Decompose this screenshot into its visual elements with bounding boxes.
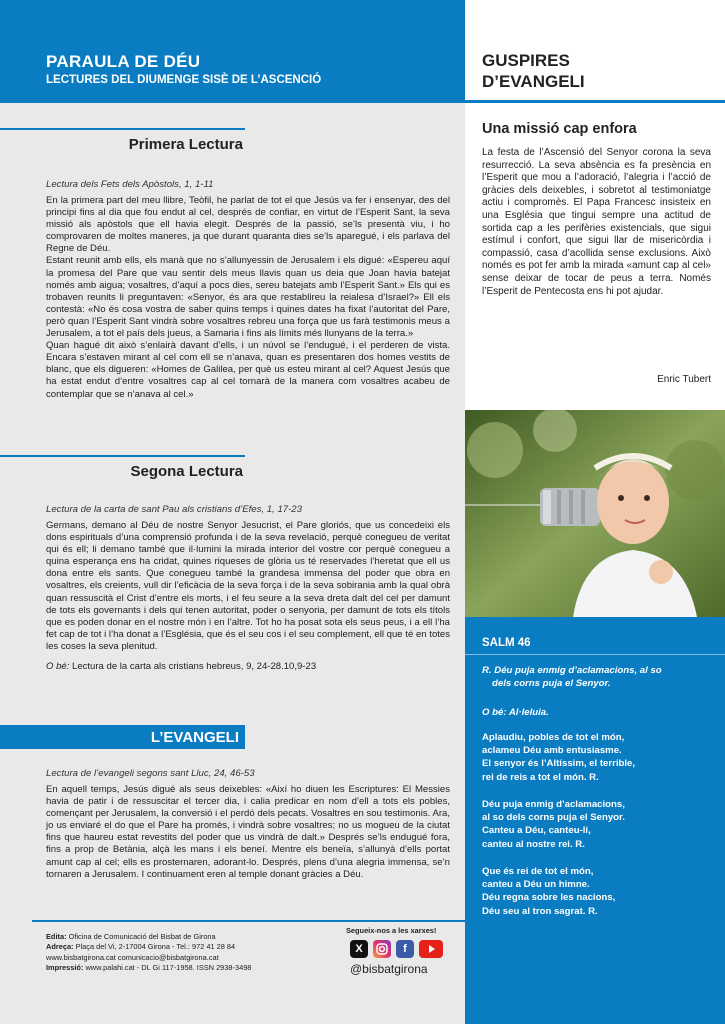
reflection-text: La festa de l’Ascensió del Senyor corona la seva resurrecció. La seva absència es fa presència en l’Esperit que mou a l’adoració, l’alegria i l’acció de gràcies dels deixebles, i sobretot al testimoniatge actiu i compromès. El Papa Francesc insisteix en una Església que tingui sempre una actitud de sortida cap a les perifèries existencials, que sigui estímul i confort, que sigui llar de misericòrdia i compassió, casa d’acollida sense exclusions. Això només es pot fer amb la mirada «amunt cap al cel» sense deixar de tocar de peus a terra. Només l’Esperit de Pentecosta ens hi pot ajudar.	[482, 147, 711, 297]
sidebar-title: GUSPIRES D’EVANGELI	[482, 51, 585, 91]
publisher-info: Edita: Oficina de Comunicació del Bisbat de Girona Adreça: Plaça del Vi, 2-17004 Girona - Tel.: 972 41 28 84 www.bisbatgirona.cat comunicacio@bisbatgirona.cat Impressió: www.palahi.cat - DL Gi 117-1958. ISSN 2938-3498	[46, 932, 252, 973]
gospel-section	[0, 715, 465, 920]
gospel-citation: Lectura de l’evangeli segons sant Lluc, 24, 46-53	[46, 768, 255, 779]
gospel-text: En aquell temps, Jesús digué als seus deixebles: «Així ho diuen les Escriptures: El Messies havia de patir i de ressuscitar el tercer dia, i calia predicar en nom d’ell a tots els pobles, començant per Jerusalem, la conversió i el perdó dels pecats. Vosaltres en sou testimonis. Ara, jo us enviaré el do que el Pare ha promès, i vindrà sobre vosaltres; no us mogueu de la ciutat fins que haureu estat revestits del poder que us vindrà de dalt.» Després se’ls endugué fora, fins a prop de Betània, alçà les mans i els beneí. Mentre els beneïa, s’allunyà d’ells portat amunt cap al cel; ells es prosternaren, adorant-lo. Després, plens d’una alegria immensa, se’n tornaren a Jerusalem. I continuament eren al temple donant gràcies a Déu.	[46, 784, 450, 880]
second-reading-citation: Lectura de la carta de sant Pau als cristians d’Efes, 1, 17-23	[46, 504, 302, 515]
psalm-stanza-3: Que és rei de tot el món, canteu a Déu un himne. Déu regna sobre les nacions, Déu seu al tron sagrat. R.	[482, 866, 616, 917]
first-reading-text: En la primera part del meu llibre, Teòfil, he parlat de tot el que Jesús va fer i ensenyar, des del principi fins al dia que fou endut al cel, després de confiar, en virtut de l’Esperit Sant, la seva missió als apòstols que ell havia elegit. Després de la passió, se’ls presentà viu, i ho comprovaren de moltes maneres, ja que durant quaranta dies se’ls aparegué, i els parlava del Regne de Déu. Estant reunit amb ells, els manà que no s’allunyessin de Jerusalem i els digué: «Espereu aquí la promesa del Pare que vau sentir dels meus llavis quan us deia que Joan havia batejat només amb aigua; vosaltres, d’aquí a pocs dies, sereu batejats amb l’Esperit Sant.» Els qui es trobaven reunits li preguntaven: «Senyor, és ara que restablireu la reialesa d’Israel?» Ell els contestà: «No és cosa vostra de saber quins temps i quines dates ha fixat l’autoritat del Pare, però quan l’Esperit Sant vindrà sobre vosaltres rebreu una força que us farà testimonis meus a Jerusalem, a tot el país dels jueus, a Samaria i fins als límits més llunyans de la terra.» Quan hagué dit això s’enlairà davant d’ells, i un núvol se l’endugué, i el perderen de vista. Encara s’estaven mirant al cel com ell se n’anava, quan es presentaren dos homes vestits de blanc, que els digueren: «Homes de Galilea, per què us esteu mirant al cel? Aquest Jesús que ha estat endut d’entre vosaltres cap al cel tornarà de la manera com vosaltres acabeu de contemplar que se n’anava al cel.»	[46, 195, 450, 400]
social-handle[interactable]: @bisbatgirona	[350, 962, 428, 976]
social-block	[346, 926, 456, 976]
page-title: PARAULA DE DÉU	[46, 52, 201, 71]
gospel-heading: L’EVANGELI	[0, 725, 245, 749]
psalm-response: R. Déu puja enmig d’aclamacions, al so dels corns puja el Senyor.	[482, 665, 662, 689]
psalm-title: SALM 46	[482, 637, 531, 649]
first-reading-section	[0, 103, 465, 430]
page-subtitle: LECTURES DEL DIUMENGE SISÈ DE L’ASCENCIÓ	[46, 74, 322, 86]
instagram-icon[interactable]	[373, 940, 391, 958]
facebook-icon[interactable]: f	[396, 940, 414, 958]
child-tin-can-phone-photo	[465, 410, 725, 617]
reflection-title: Una missió cap enfora	[482, 121, 637, 137]
youtube-icon[interactable]	[419, 940, 443, 958]
first-reading-heading: Primera Lectura	[0, 128, 245, 156]
psalm-stanza-2: Déu puja enmig d’aclamacions, al so dels corns puja el Senyor. Canteu a Déu, canteu-li, canteu al nostre rei. R.	[482, 799, 625, 850]
reflection-card	[465, 103, 725, 410]
first-reading-citation: Lectura dels Fets dels Apòstols, 1, 1-11	[46, 179, 214, 190]
page-header	[0, 0, 465, 103]
social-label: Segueix-nos a les xarxes!	[346, 926, 437, 935]
psalm-stanza-1: Aplaudiu, pobles de tot el món, aclameu Déu amb entusiasme. El senyor és l’Altíssim, el terrible, rei de reis a tot el món. R.	[482, 732, 636, 783]
x-icon[interactable]: X	[350, 940, 368, 958]
reflection-author: Enric Tubert	[657, 374, 711, 385]
right-column	[465, 0, 725, 1024]
psalm-alt-response: O bé: Al·leluia.	[482, 707, 549, 718]
second-reading-heading: Segona Lectura	[0, 455, 245, 483]
sidebar-header	[465, 0, 725, 103]
second-reading-text: Germans, demano al Déu de nostre Senyor Jesucrist, el Pare gloriós, que us concedeixi els dons espirituals d’una comprensió profunda i de la seva revelació, perquè conegueu de veritat qui és ell; li demano també que il·lumini la mirada interior del vostre cor perquè conegueu a quina esperança ens ha cridat, quines riqueses de glòria us té reservades l’heretat que ell us dona entre els sants. Que conegueu també la grandesa immensa del poder que obra en vosaltres, els creients, vull dir l’eficàcia de la seva força i de la seva sobirania amb la qual obrà quan ressuscità el Crist d’entre els morts, i el feu seure a la seva dreta dalt del cel per damunt de tots els governants i dels qui tenen autoritat, poder o senyoria, per damunt de tots els títols que es poden donar en el nostre món i en l’altre. Tot ho ha posat sota els seus peus, i a ell l’ha fet cap de tot i l’ha donat a l’Església, que és el seu cos i el seu complement, ell que té en totes les coses la seva plenitud. O bé: Lectura de la carta als cristians hebreus, 9, 24-28.10,9-23	[46, 520, 450, 673]
second-reading-section	[0, 430, 465, 715]
psalm-panel	[465, 617, 725, 1024]
